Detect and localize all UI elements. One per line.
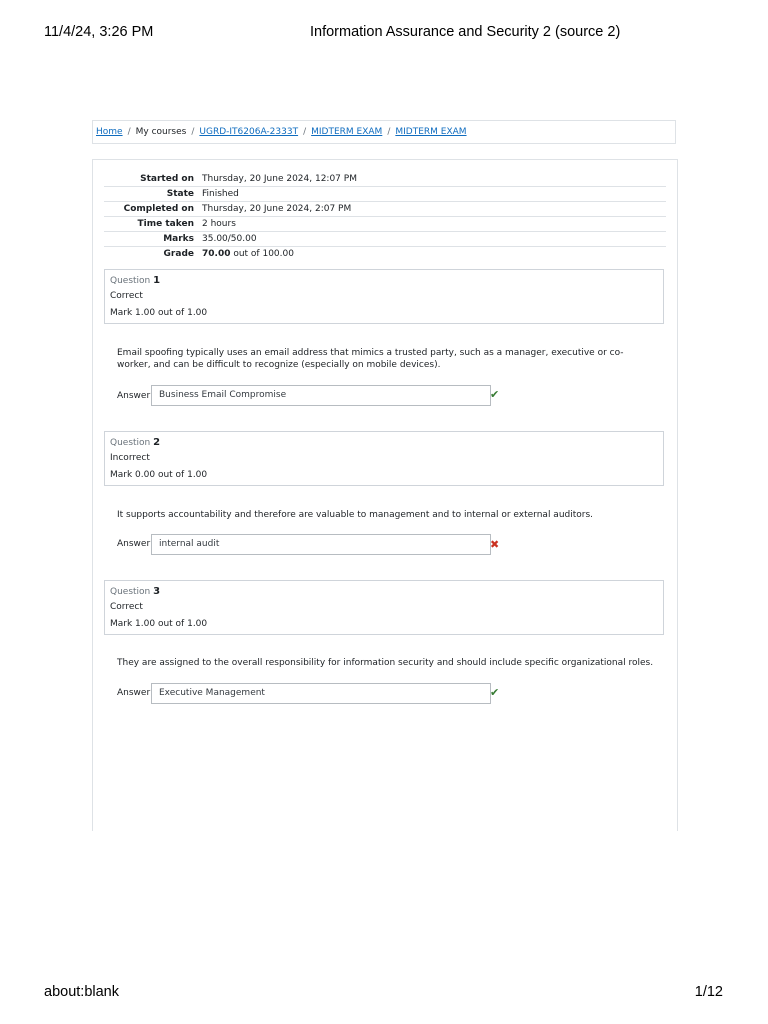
- summary-row-state: [104, 187, 666, 202]
- question-grade: Mark 0.00 out of 1.00: [110, 470, 208, 480]
- attempt-summary-table: [104, 172, 666, 261]
- grade-value: 70.00: [202, 249, 231, 259]
- summary-key: Time taken: [104, 217, 198, 232]
- question-info-2: [104, 431, 664, 486]
- answer-field-2: internal audit: [151, 534, 491, 555]
- breadcrumb: [92, 120, 676, 144]
- summary-row-grade: [104, 247, 666, 262]
- question-info-3: [104, 580, 664, 635]
- breadcrumb-course-link[interactable]: UGRD-IT6206A-2333T: [199, 127, 299, 137]
- question-state: Incorrect: [110, 453, 150, 463]
- breadcrumb-separator: /: [387, 127, 391, 137]
- breadcrumb-separator: /: [191, 127, 195, 137]
- question-info-1: [104, 269, 664, 324]
- summary-value: 2 hours: [198, 217, 666, 232]
- breadcrumb-quiz-link[interactable]: MIDTERM EXAM: [395, 127, 467, 137]
- print-datetime: 11/4/24, 3:26 PM: [44, 24, 154, 40]
- breadcrumb-my-courses: My courses: [135, 127, 187, 137]
- question-state: Correct: [110, 602, 143, 612]
- question-text-3: They are assigned to the overall responsibility for information security and should include specific organizational roles.: [117, 658, 654, 668]
- check-icon: ✔: [490, 388, 500, 401]
- summary-value: Finished: [198, 187, 666, 202]
- question-number: [110, 586, 160, 597]
- answer-field-3: Executive Management: [151, 683, 491, 704]
- print-url: about:blank: [44, 984, 119, 1000]
- answer-label-2: Answer:: [117, 539, 154, 549]
- question-label: Question: [110, 276, 151, 286]
- summary-key: Completed on: [104, 202, 198, 217]
- question-number-value: 3: [153, 586, 161, 597]
- cross-icon: ✖: [490, 538, 500, 551]
- question-grade: Mark 1.00 out of 1.00: [110, 619, 208, 629]
- print-page-number: 1/12: [694, 984, 723, 1000]
- answer-field-1: Business Email Compromise: [151, 385, 491, 406]
- question-text-1: Email spoofing typically uses an email address that mimics a trusted party, such as a manager, executive or co-worker, and can be difficult to recognize (especially on mobile devices).: [117, 348, 624, 370]
- summary-row-started: [104, 172, 666, 187]
- question-number-value: 2: [153, 437, 161, 448]
- summary-value: Thursday, 20 June 2024, 12:07 PM: [202, 174, 357, 184]
- question-state: Correct: [110, 291, 143, 301]
- question-number: [110, 437, 160, 448]
- check-icon: ✔: [490, 686, 500, 699]
- summary-row-time-taken: [104, 217, 666, 232]
- answer-label-1: Answer:: [117, 391, 154, 401]
- summary-row-completed: [104, 202, 666, 217]
- breadcrumb-section-link[interactable]: MIDTERM EXAM: [311, 127, 383, 137]
- breadcrumb-separator: /: [303, 127, 307, 137]
- summary-key: Marks: [104, 232, 198, 247]
- summary-key: Started on: [140, 174, 194, 184]
- summary-key: Grade: [104, 247, 198, 262]
- answer-label-3: Answer:: [117, 688, 154, 698]
- question-number: [110, 275, 160, 286]
- grade-out-of: out of 100.00: [230, 249, 294, 259]
- summary-row-marks: [104, 232, 666, 247]
- breadcrumb-home-link[interactable]: Home: [96, 127, 123, 137]
- breadcrumb-separator: /: [127, 127, 131, 137]
- summary-key: State: [104, 187, 198, 202]
- summary-value: 35.00/50.00: [198, 232, 666, 247]
- question-grade: Mark 1.00 out of 1.00: [110, 308, 208, 318]
- print-title: Information Assurance and Security 2 (source 2): [310, 24, 621, 40]
- summary-value: [198, 247, 666, 262]
- question-number-value: 1: [153, 275, 161, 286]
- question-label: Question: [110, 587, 151, 597]
- question-label: Question: [110, 438, 151, 448]
- summary-value: Thursday, 20 June 2024, 2:07 PM: [198, 202, 666, 217]
- question-text-2: It supports accountability and therefore are valuable to management and to internal or external auditors.: [117, 510, 594, 520]
